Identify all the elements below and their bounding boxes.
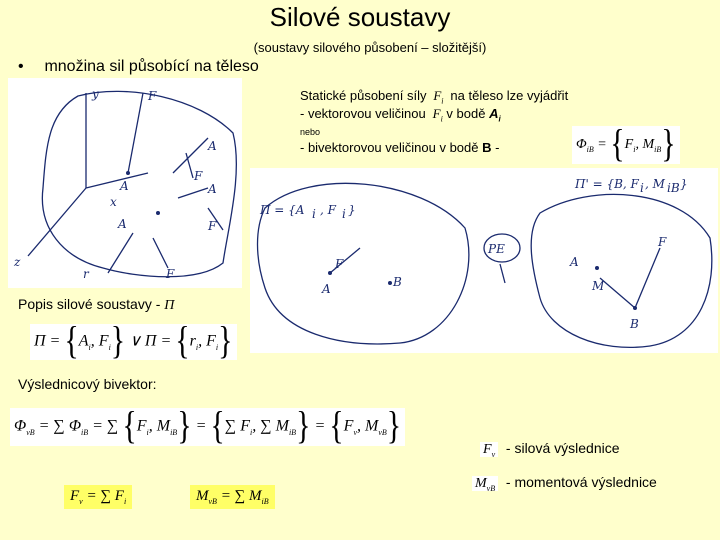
popis-label: [18, 296, 174, 314]
svg-text:i: i: [312, 207, 316, 221]
svg-text:A: A: [322, 282, 331, 296]
svg-text:M: M: [592, 279, 605, 293]
static-line-1: [300, 88, 568, 106]
svg-text:PE: PE: [488, 242, 505, 256]
static-line-1b: na těleso lze vyjádřit: [450, 88, 569, 103]
svg-text:B: B: [630, 317, 639, 331]
point-a: A: [489, 106, 499, 121]
fv-sum-formula: $F_v$ = ∑ $F_i$: [64, 485, 132, 509]
nebo-text: nebo: [300, 127, 321, 137]
pi-symbol: Π: [164, 298, 175, 313]
force-fi-symbol: $F_i$: [430, 88, 444, 106]
static-line-3a: - bivektorovou veličinou v bodě: [300, 140, 479, 155]
bullet-item: [18, 58, 259, 76]
svg-text:x: x: [110, 195, 117, 209]
svg-text:A: A: [208, 139, 217, 153]
bivector-system-drawing: [480, 168, 718, 353]
svg-text:r: r: [83, 267, 89, 281]
svg-text:}: }: [680, 177, 688, 191]
vector-system-drawing: [250, 168, 480, 353]
legend-moment-text: - momentová výslednice: [505, 474, 657, 490]
svg-text:i: i: [640, 181, 644, 195]
legend-force: [480, 440, 620, 459]
svg-text:, M: , M: [645, 177, 665, 191]
mvb-sum-formula: $M_{vB}$ = ∑ $M_{iB}$: [190, 485, 275, 509]
point-a-sub: i: [498, 114, 501, 124]
static-line-3: [300, 140, 499, 155]
svg-text:A: A: [208, 182, 217, 196]
svg-text:A: A: [118, 217, 127, 231]
bivector-formula: $\Phi_{iB} = \{F_i$, $M_{iB}$}: [572, 126, 680, 164]
mvb-symbol: $M_{vB}$: [472, 476, 498, 491]
legend-force-text: - silová výslednice: [505, 440, 620, 456]
svg-text:Π = {A: Π = {A: [260, 203, 305, 217]
svg-text:, F: , F: [320, 203, 336, 217]
resultant-formula: $\Phi_{vB}$ = ∑ $\Phi_{iB}$ = ∑ {$F_i$, $M_{iB}$} = {∑ $F_i$, ∑ $M_{iB}\} = \{F_v$, $M_{vB}$}: [10, 408, 405, 446]
sketch-vector-system: [250, 168, 480, 353]
svg-text:A: A: [120, 179, 129, 193]
point-b: B: [482, 140, 492, 155]
sketch-bivector-system: [480, 168, 718, 353]
sketch-body-forces: [8, 78, 242, 288]
static-line-2b: v bodě: [446, 106, 486, 121]
static-line-2a: - vektorovou veličinou: [300, 106, 426, 121]
static-line-2: [300, 106, 501, 124]
svg-text:F: F: [166, 267, 175, 281]
bullet-mark: •: [18, 58, 24, 75]
bullet-text: množina sil působící na těleso: [44, 58, 259, 75]
svg-text:B: B: [393, 275, 402, 289]
svg-text:Π' = {B, F: Π' = {B, F: [575, 177, 639, 191]
svg-text:F: F: [208, 219, 217, 233]
svg-text:z: z: [14, 255, 21, 269]
page-subtitle: (soustavy silového působení – složitější): [253, 40, 487, 55]
svg-text:iB: iB: [667, 181, 680, 195]
svg-text:F: F: [335, 257, 344, 271]
legend-moment: [472, 474, 657, 493]
popis-formula: $\Pi = \{A_i$, $F_i$} ∨ $\Pi = \{r_i$, $F_i$}: [30, 324, 237, 360]
svg-text:i: i: [342, 207, 346, 221]
svg-text:A: A: [570, 255, 579, 269]
svg-text:}: }: [348, 203, 356, 217]
static-line-3-dash: -: [495, 140, 500, 155]
svg-text:F: F: [658, 235, 667, 249]
page-title: Silové soustavy: [269, 2, 451, 32]
force-fi-symbol-2: $F_i$: [429, 106, 443, 124]
svg-text:F: F: [148, 89, 157, 103]
svg-text:F: F: [194, 169, 203, 183]
popis-text: Popis silové soustavy -: [18, 296, 161, 312]
fv-symbol: $F_v$: [480, 442, 498, 457]
svg-text:y: y: [92, 87, 99, 101]
static-line-1a: Statické působení síly: [300, 88, 427, 103]
vysledni-label: Výslednicový bivektor:: [18, 376, 157, 392]
body-forces-drawing: [8, 78, 242, 288]
